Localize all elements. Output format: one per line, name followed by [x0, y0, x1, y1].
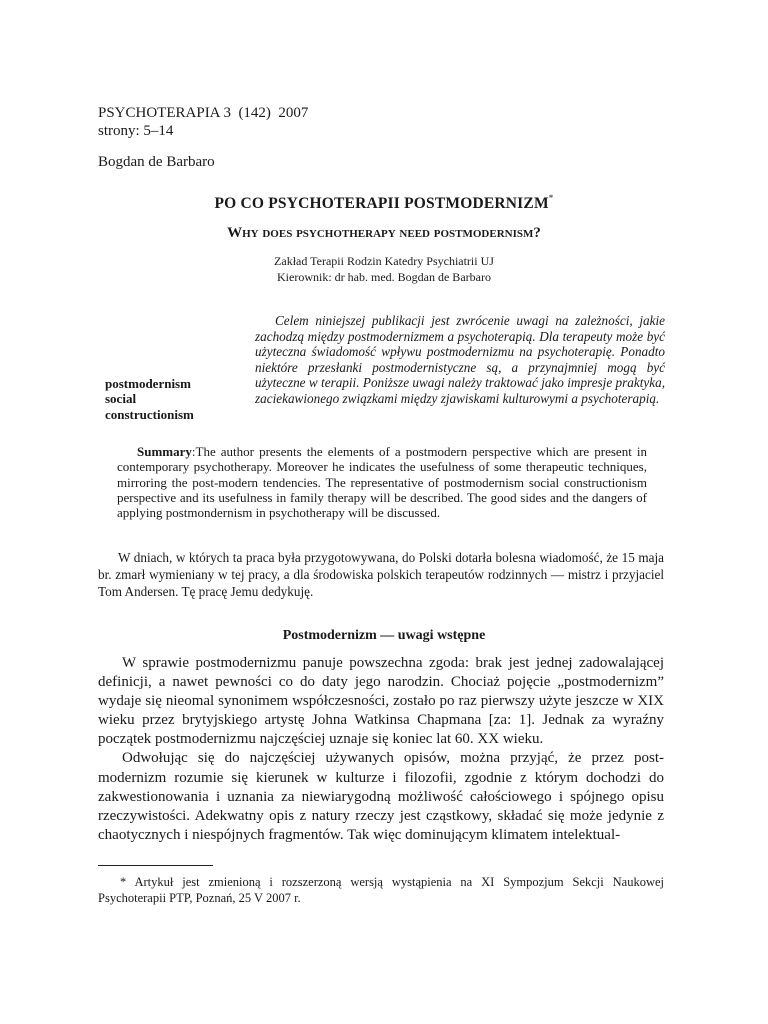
affiliation — [0, 253, 768, 285]
summary-label: Summary — [137, 444, 192, 459]
section-heading: Postmodernizm — uwagi wstępne — [282, 628, 486, 643]
abstract-polish — [255, 313, 665, 407]
dedication-text: W dniach, w których ta praca była przygotowywana, do Polski dotarła bolesna wiadomość, że 15 maja br. zmarł wymieniany w tej pracy, a dla środowiska polskich terapeutów rodzinnych — mistrz i przyjaciel Tom Andersen. Tę pracę Jemu dedykuję. — [98, 550, 664, 599]
footnote — [98, 874, 664, 906]
keyword: social — [105, 391, 137, 407]
article-title — [0, 193, 768, 213]
abstract-polish-text: Celem niniejszej publikacji jest zwrócenie uwagi na zależności, jakie zachodzą między postmodernizmem a psychoterapią. Dla terapeuty może być użyteczna świadomość wpływu postmodernizmu na psychoterapię. Ponadto niektóre przesłanki postmodernistyczne są, a przynajmniej mogą być użyteczne w terapii. Poniższe uwagi należy traktować jako impresje praktyka, zaciekawionego związkami między zjawiskami kulturowymi a psychoterapią. — [255, 313, 665, 406]
dedication — [98, 549, 664, 600]
summary-english — [117, 444, 647, 520]
body-paragraph: W sprawie postmodernizmu panuje powszechna zgoda: brak jest jednej zadowalającej definicji, a nawet pewności co do daty jego narodzin. Chociaż pojęcie „postmodernizm” wydaje się nieomal synonimem współczesności, zostało po raz pierwszy użyte jeszcze w XIX wieku przez brytyjskiego artystę Johna Watkinsa Chapmana [za: 1]. Jednak za wyraźny początek postmodernizmu najczęściej uznaje się koniec lat 60. XX wieku. — [98, 655, 664, 748]
keywords — [105, 376, 194, 422]
journal-header — [98, 104, 308, 140]
author-name: Bogdan de Barbaro — [98, 154, 215, 170]
page-range: strony: 5–14 — [98, 123, 174, 139]
affiliation-institution: Zakład Terapii Rodzin Katedry Psychiatrii UJ — [274, 254, 494, 268]
body-text — [98, 654, 664, 845]
article-title-text: PO CO PSYCHOTERAPII POSTMODERNIZM — [214, 195, 549, 212]
affiliation-head: Kierownik: dr hab. med. Bogdan de Barbaro — [277, 270, 491, 284]
summary-text: :The author presents the elements of a postmodern perspective which are present in contemporary psychotherapy. Moreover he indicates the usefulness of some therapeutic techniques, mirroring the post-modern tendencies. The representative of postmodernism social constructionism perspective and its usefulness in family therapy will be described. The good sides and the dangers of applying postmondernism in psychotherapy will be discussed. — [117, 444, 647, 521]
footnote-divider — [98, 865, 213, 866]
footnote-text: * Artykuł jest zmienioną i rozszerzoną wersją wystąpienia na XI Sympozjum Sekcji Naukowej Psychoterapii PTP, Poznań, 25 V 2007 r. — [98, 875, 664, 905]
keyword: constructionism — [105, 406, 194, 422]
article-subtitle: Why does psychotherapy need postmodernism? — [227, 225, 541, 241]
footnote-marker[interactable]: * — [548, 193, 554, 203]
keyword: postmodernism — [105, 376, 191, 391]
journal-issue: PSYCHOTERAPIA 3 (142) 2007 — [98, 105, 309, 121]
body-paragraph: Odwołując się do najczęściej używanych opisów, można przyjąć, że przez post-modernizm rozumie się kierunek w kulturze i filozofii, zgodnie z którym dochodzi do zakwestionowania i uznania za niewiarygodną możliwość całościowego i spójnego opisu rzeczywistości. Adekwatny opis z natury rzeczy jest cząstkowy, składać się może jedynie z chaotycznych i niespójnych fragmentów. Tak więc dominującym klimatem intelektual- — [98, 750, 664, 843]
